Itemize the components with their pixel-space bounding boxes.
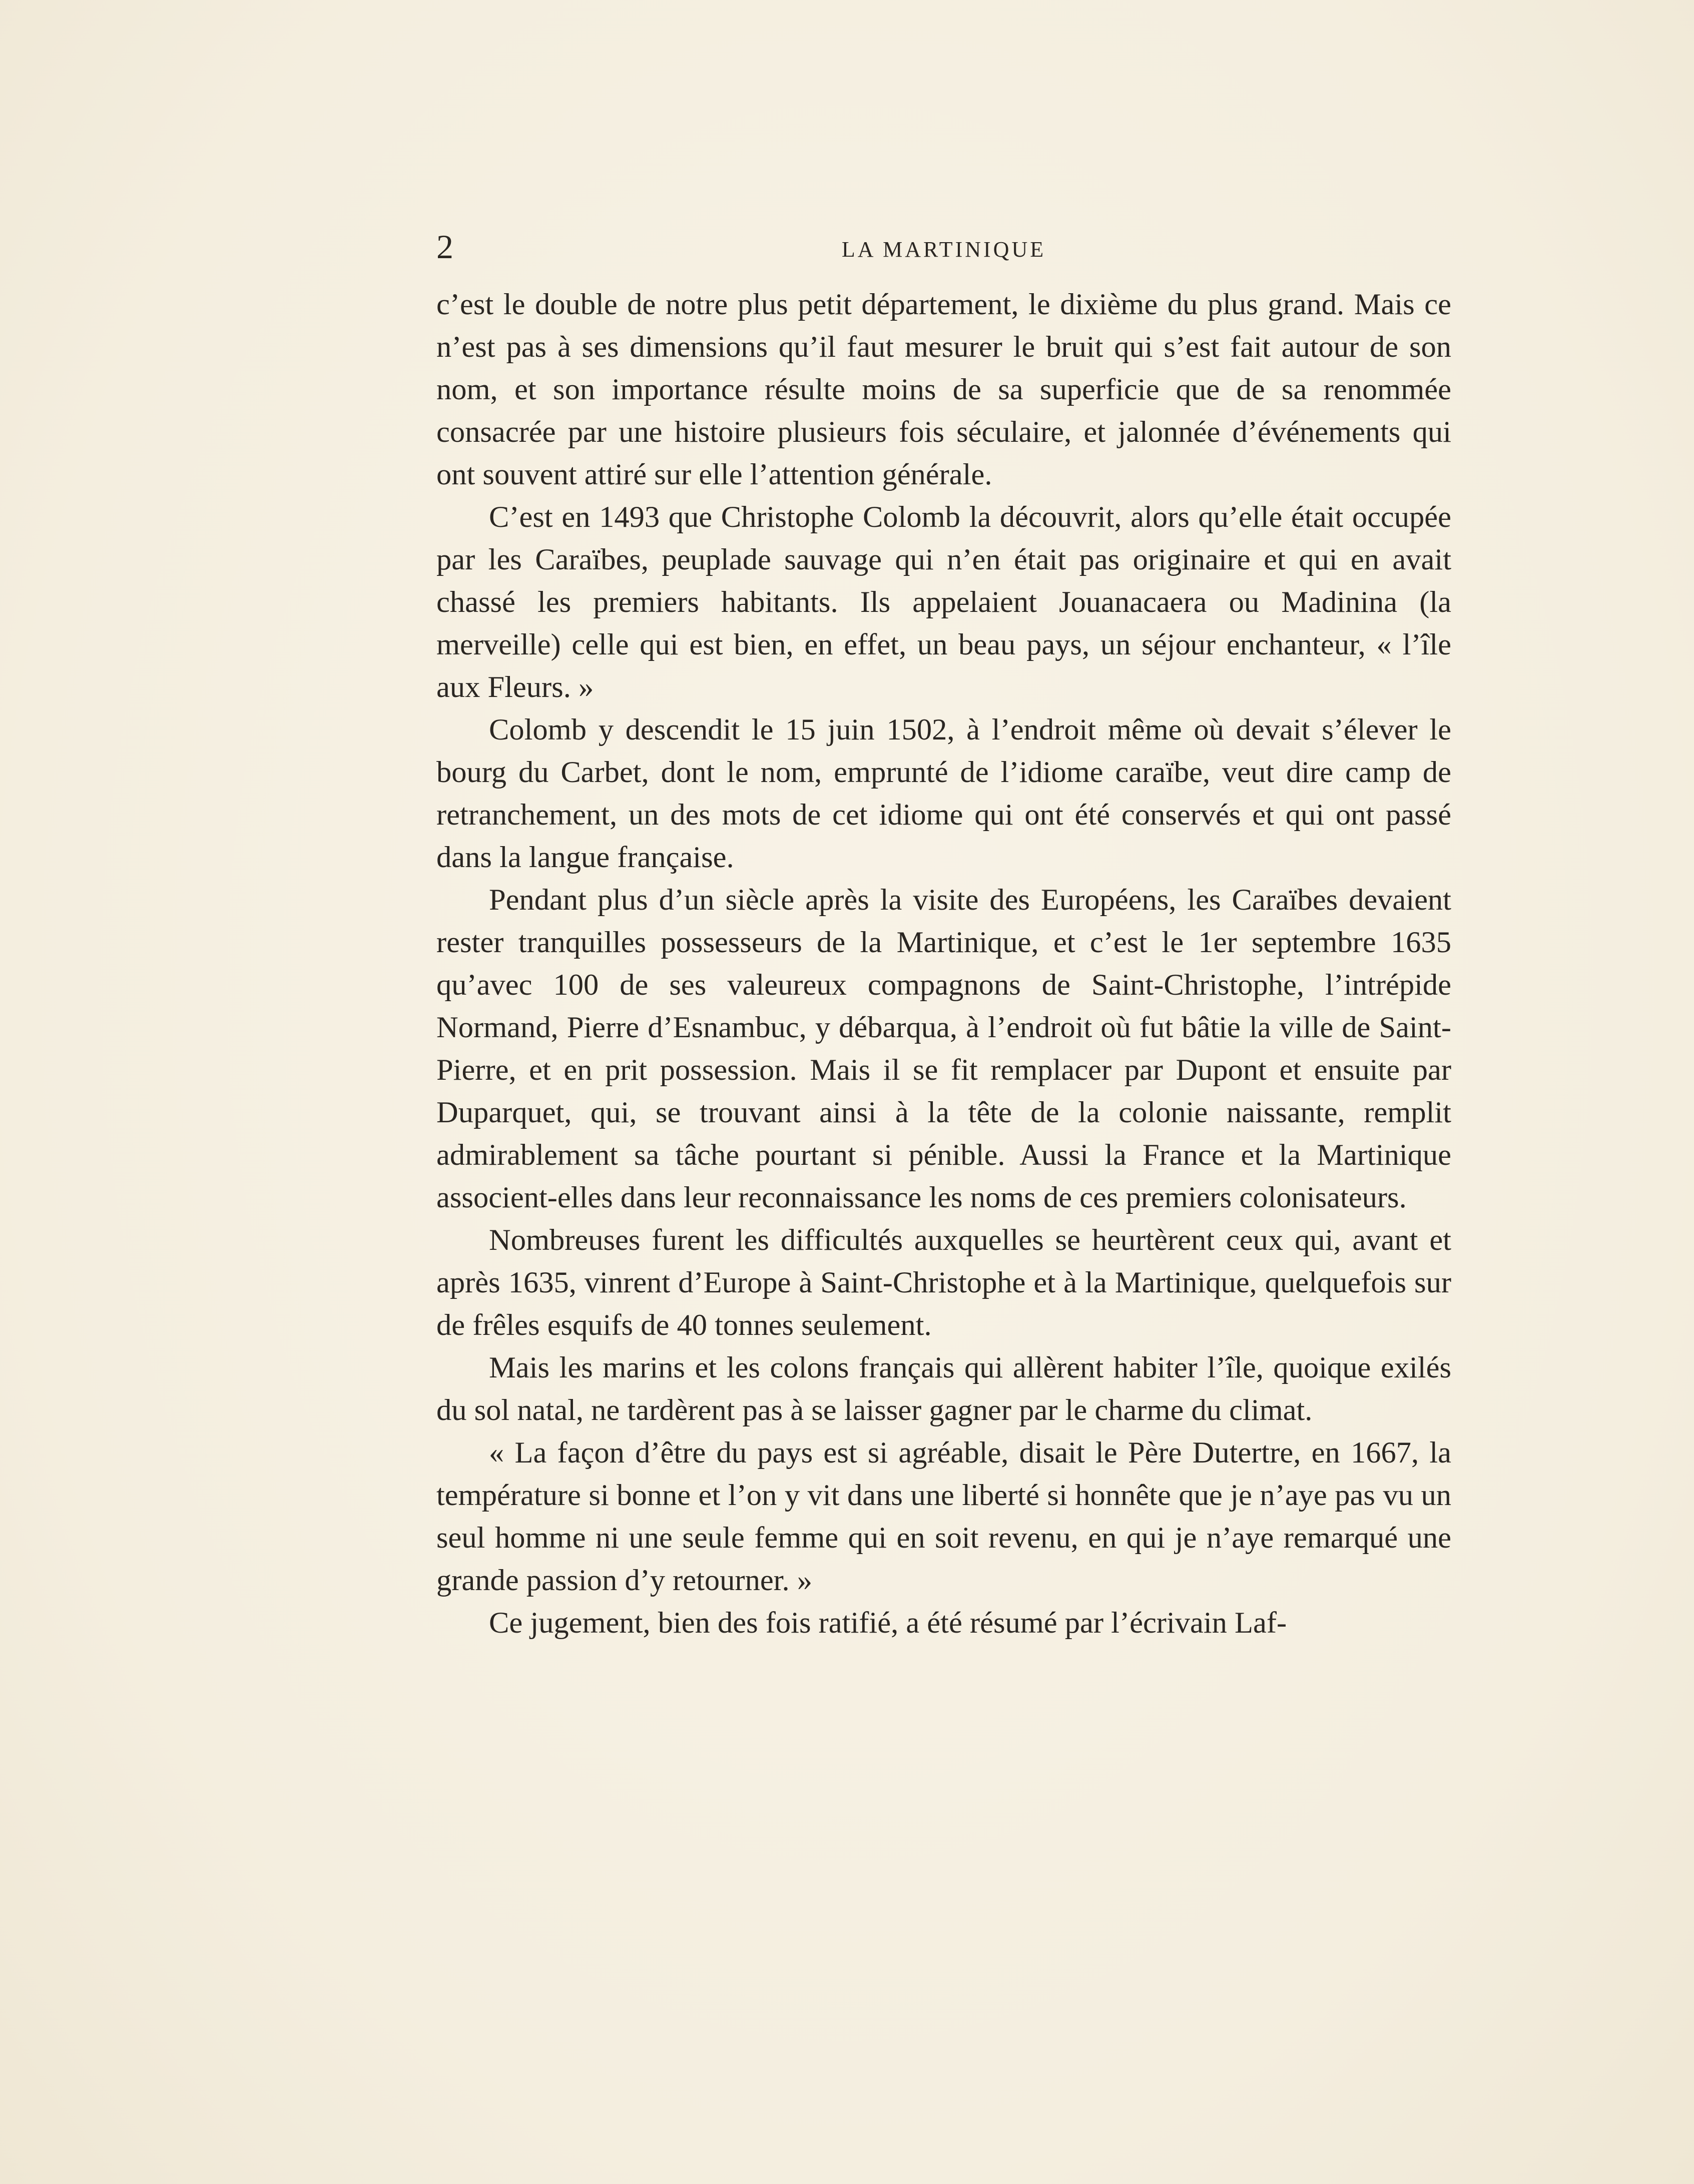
paragraph: Pendant plus d’un siècle après la visite des Européens, les Caraïbes devaient rester tranquilles possesseurs de la Martinique, et c’est le 1er septembre 1635 qu’avec 100 de ses valeureux compagnons de Saint-Christophe, l’intrépide Normand, Pierre d’Esnambuc, y débarqua, à l’endroit où fut bâtie la ville de Saint-Pierre, et en prit possession. Mais il se fit remplacer par Dupont et ensuite par Duparquet, qui, se trouvant ainsi à la tête de la colonie naissante, remplit admirablement sa tâche pourtant si pénible. Aussi la France et la Martinique associent-elles dans leur reconnaissance les noms de ces premiers colonisateurs. bbox=[436, 883, 1451, 1214]
page-number: 2 bbox=[436, 228, 453, 266]
paragraph: « La façon d’être du pays est si agréable, disait le Père Dutertre, en 1667, la température si bonne et l’on y vit dans une liberté si honnête que je n’aye pas vu un seul homme ni une seule femme qui en soit revenu, en qui je n’aye remarqué une grande passion d’y retourner. » bbox=[436, 1436, 1451, 1597]
page-header bbox=[436, 224, 1451, 269]
body-text bbox=[436, 283, 1451, 1644]
running-title: LA MARTINIQUE bbox=[841, 237, 1046, 262]
paragraph: Ce jugement, bien des fois ratifié, a été résumé par l’écrivain Laf- bbox=[489, 1606, 1287, 1640]
paragraph: C’est en 1493 que Christophe Colomb la découvrit, alors qu’elle était occupée par les Caraïbes, peuplade sauvage qui n’en était pas originaire et qui en avait chassé les premiers habitants. Ils appelaient Jouanacaera ou Madinina (la merveille) celle qui est bien, en effet, un beau pays, un séjour enchanteur, « l’île aux Fleurs. » bbox=[436, 500, 1451, 704]
paragraph: c’est le double de notre plus petit département, le dixième du plus grand. Mais ce n’est pas à ses dimensions qu’il faut mesurer le bruit qui s’est fait autour de son nom, et son importance résulte moins de sa superficie que de sa renommée consacrée par une histoire plusieurs fois séculaire, et jalonnée d’événements qui ont souvent attiré sur elle l’attention générale. bbox=[436, 288, 1451, 491]
paragraph: Mais les marins et les colons français qui allèrent habiter l’île, quoique exilés du sol natal, ne tardèrent pas à se laisser gagner par le charme du climat. bbox=[436, 1351, 1451, 1427]
paragraph: Nombreuses furent les difficultés auxquelles se heurtèrent ceux qui, avant et après 1635, vinrent d’Europe à Saint-Christophe et à la Martinique, quelquefois sur de frêles esquifs de 40 tonnes seulement. bbox=[436, 1223, 1451, 1342]
paragraph: Colomb y descendit le 15 juin 1502, à l’endroit même où devait s’élever le bourg du Carbet, dont le nom, emprunté de l’idiome caraïbe, veut dire camp de retranchement, un des mots de cet idiome qui ont été conservés et qui ont passé dans la langue française. bbox=[436, 713, 1451, 874]
